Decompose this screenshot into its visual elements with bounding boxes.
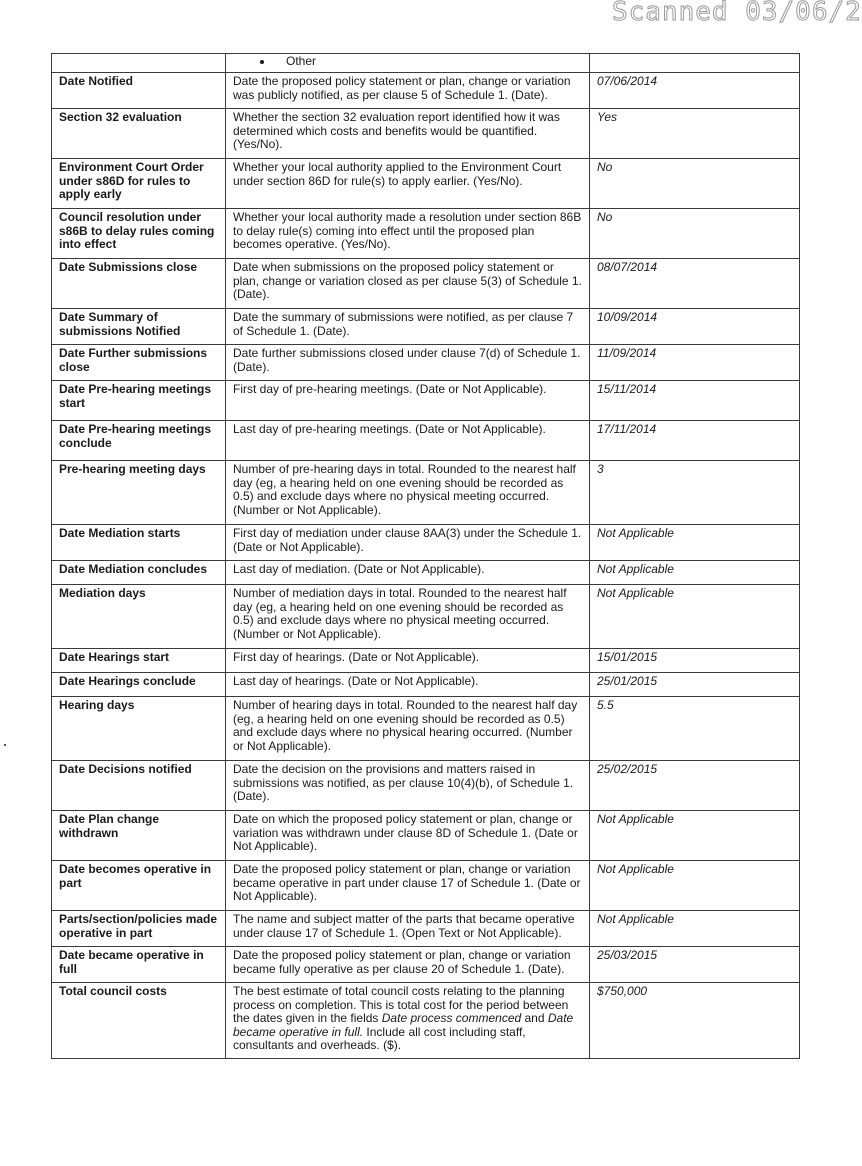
field-description: Date the decision on the provisions and matters raised in submissions was notified, as per clause 10(4)(b), of Schedule 1. (Date).: [226, 761, 590, 811]
field-label: Date Hearings start: [52, 649, 226, 673]
field-description: The name and subject matter of the parts that became operative under clause 17 of Schedule 1. (Open Text or Not Applicable).: [226, 911, 590, 947]
table-row: [52, 947, 800, 983]
table-row: [52, 309, 800, 345]
field-value: Not Applicable: [590, 811, 800, 861]
table-row: [52, 73, 800, 109]
field-value: Not Applicable: [590, 585, 800, 649]
field-value: No: [590, 159, 800, 209]
field-description: Date the proposed policy statement or plan, change or variation became fully operative as per clause 20 of Schedule 1. (Date).: [226, 947, 590, 983]
description-text: and: [521, 1011, 548, 1026]
field-description: Whether your local authority applied to the Environment Court under section 86D for rule(s) to apply earlier. (Yes/No).: [226, 159, 590, 209]
field-value: 5.5: [590, 697, 800, 761]
table-row: [52, 983, 800, 1059]
table-row: [52, 861, 800, 911]
table-row: [52, 159, 800, 209]
field-label: Date Mediation concludes: [52, 561, 226, 585]
field-description: Number of hearing days in total. Rounded to the nearest half day (eg, a hearing held on one evening should be recorded as 0.5) and exclude days where no physical hearing occurred. (Number or Not Applicable).: [226, 697, 590, 761]
description-cell: [226, 54, 590, 73]
field-value: 08/07/2014: [590, 259, 800, 309]
field-value: No: [590, 209, 800, 259]
field-label: Council resolution under s86B to delay rules coming into effect: [52, 209, 226, 259]
field-label: Date Plan change withdrawn: [52, 811, 226, 861]
field-value: Not Applicable: [590, 561, 800, 585]
field-label: Date becomes operative in part: [52, 861, 226, 911]
field-description: Date the summary of submissions were notified, as per clause 7 of Schedule 1. (Date).: [226, 309, 590, 345]
field-value: Yes: [590, 109, 800, 159]
field-value: 10/09/2014: [590, 309, 800, 345]
table-row: [52, 259, 800, 309]
field-description: Date when submissions on the proposed policy statement or plan, change or variation closed as per clause 5(3) of Schedule 1. (Date).: [226, 259, 590, 309]
bullet-icon: [260, 60, 264, 64]
field-description: Date the proposed policy statement or plan, change or variation became operative in part under clause 17 of Schedule 1. (Date or Not Applicable).: [226, 861, 590, 911]
field-label: Date Decisions notified: [52, 761, 226, 811]
table-row: [52, 811, 800, 861]
field-label: Date Submissions close: [52, 259, 226, 309]
field-description: Date on which the proposed policy statement or plan, change or variation was withdrawn under clause 8D of Schedule 1. (Date or Not Applicable).: [226, 811, 590, 861]
form-table: [51, 53, 800, 1059]
field-value: 25/02/2015: [590, 761, 800, 811]
field-label: Date Summary of submissions Notified: [52, 309, 226, 345]
field-value: 07/06/2014: [590, 73, 800, 109]
field-description: Whether the section 32 evaluation report identified how it was determined which costs and benefits would be quantified. (Yes/No).: [226, 109, 590, 159]
field-value: 3: [590, 461, 800, 525]
field-value: Not Applicable: [590, 861, 800, 911]
field-label: Date Pre-hearing meetings conclude: [52, 421, 226, 461]
table-row: [52, 561, 800, 585]
field-label: Date Pre-hearing meetings start: [52, 381, 226, 421]
field-description: Date the proposed policy statement or plan, change or variation was publicly notified, as per clause 5 of Schedule 1. (Date).: [226, 73, 590, 109]
description-text: The best estimate of total council costs relating to the planning process on completion. This is total cost for the period between the dates given in the fields: [233, 984, 569, 1026]
field-label: Date Mediation starts: [52, 525, 226, 561]
field-value: $750,000: [590, 983, 800, 1059]
field-description: Whether your local authority made a resolution under section 86B to delay rule(s) coming into effect until the proposed plan becomes operative. (Yes/No).: [226, 209, 590, 259]
field-description: Last day of pre-hearing meetings. (Date or Not Applicable).: [226, 421, 590, 461]
field-description: [226, 983, 590, 1059]
table-row: [52, 585, 800, 649]
table-row: [52, 697, 800, 761]
value-cell: [590, 54, 800, 73]
label-cell: [52, 54, 226, 73]
table-row: [52, 461, 800, 525]
field-description: First day of mediation under clause 8AA(3) under the Schedule 1. (Date or Not Applicable).: [226, 525, 590, 561]
table-row: [52, 911, 800, 947]
field-label: Parts/section/policies made operative in part: [52, 911, 226, 947]
field-description: First day of hearings. (Date or Not Applicable).: [226, 649, 590, 673]
table-row: [52, 345, 800, 381]
field-label: Date became operative in full: [52, 947, 226, 983]
field-value: 17/11/2014: [590, 421, 800, 461]
field-value: Not Applicable: [590, 911, 800, 947]
field-value: 11/09/2014: [590, 345, 800, 381]
field-value: 15/11/2014: [590, 381, 800, 421]
field-label: Date Notified: [52, 73, 226, 109]
field-label: Hearing days: [52, 697, 226, 761]
field-description: Date further submissions closed under clause 7(d) of Schedule 1. (Date).: [226, 345, 590, 381]
field-label: Mediation days: [52, 585, 226, 649]
field-value: 15/01/2015: [590, 649, 800, 673]
field-value: 25/01/2015: [590, 673, 800, 697]
table-row: [52, 109, 800, 159]
field-description: Last day of mediation. (Date or Not Applicable).: [226, 561, 590, 585]
field-label: Total council costs: [52, 983, 226, 1059]
field-label: Section 32 evaluation: [52, 109, 226, 159]
field-label: Pre-hearing meeting days: [52, 461, 226, 525]
description-emphasis: Date became operative in full.: [233, 1011, 574, 1039]
description-text: Include all cost including staff, consultants and overheads. ($).: [233, 1024, 526, 1053]
table-row: [52, 525, 800, 561]
field-description: First day of pre-hearing meetings. (Date or Not Applicable).: [226, 381, 590, 421]
table-row: [52, 421, 800, 461]
description-emphasis: Date process commenced: [381, 1011, 522, 1026]
table-row: [52, 761, 800, 811]
margin-mark: [4, 744, 6, 746]
scanned-stamp: Scanned 03/06/2: [612, 0, 862, 27]
table-row: [52, 381, 800, 421]
field-description: Number of pre-hearing days in total. Rounded to the nearest half day (eg, a hearing held on one evening should be recorded as 0.5) and exclude days where no physical meeting occurred. (Number or Not Applicable).: [226, 461, 590, 525]
table-row: [52, 673, 800, 697]
table-row-bullet: [52, 54, 800, 73]
field-description: Last day of hearings. (Date or Not Applicable).: [226, 673, 590, 697]
field-value: Not Applicable: [590, 525, 800, 561]
bullet-item-text: Other: [286, 54, 317, 68]
table-row: [52, 209, 800, 259]
field-description: Number of mediation days in total. Rounded to the nearest half day (eg, a hearing held on one evening should be recorded as 0.5) and exclude days where no physical meeting occurred. (Number or Not Applicable).: [226, 585, 590, 649]
field-value: 25/03/2015: [590, 947, 800, 983]
field-label: Environment Court Order under s86D for rules to apply early: [52, 159, 226, 209]
table-row: [52, 649, 800, 673]
field-label: Date Hearings conclude: [52, 673, 226, 697]
field-label: Date Further submissions close: [52, 345, 226, 381]
